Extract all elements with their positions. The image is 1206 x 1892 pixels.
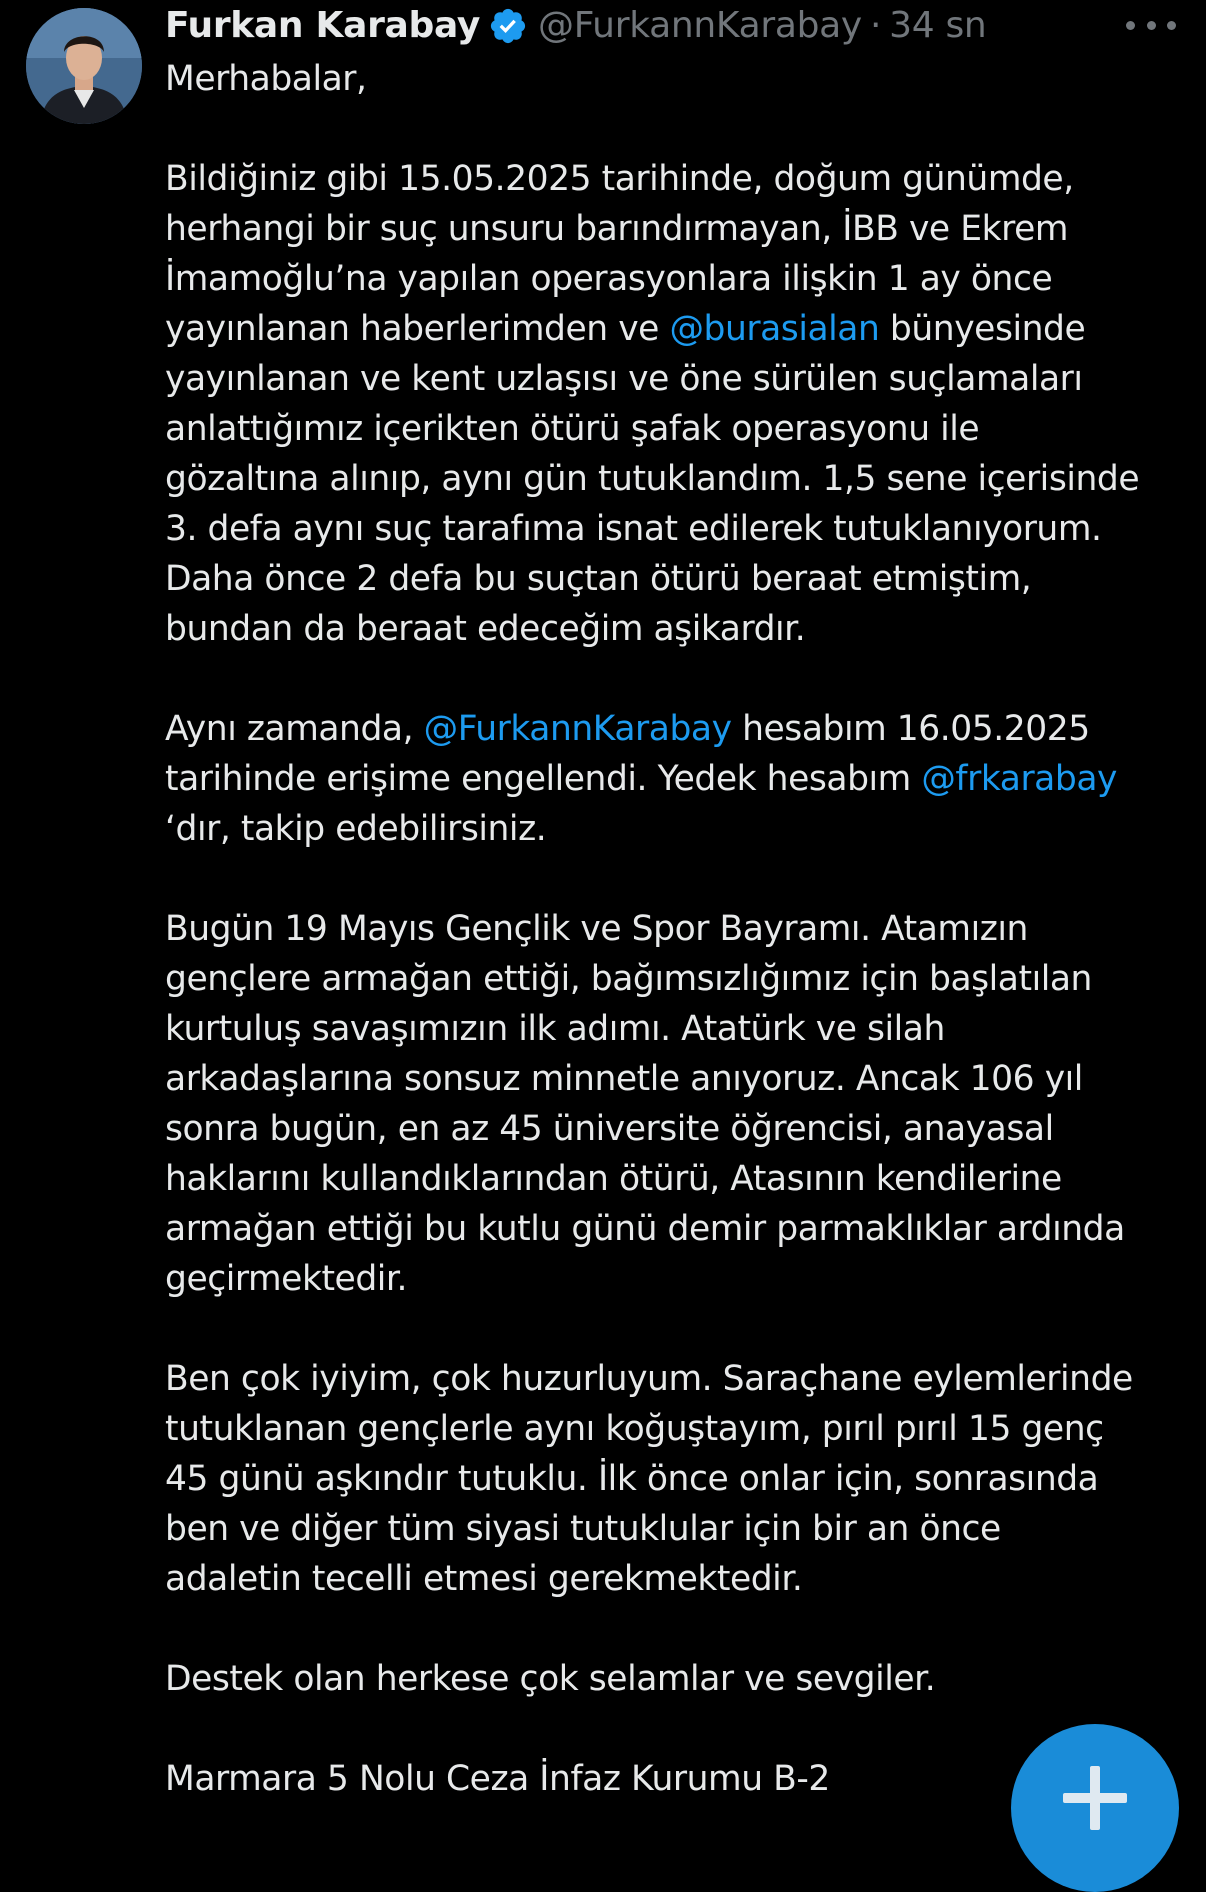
paragraph-break [165, 854, 1193, 904]
tweet-text-segment: gözaltına alınıp, aynı gün tutuklandım. 1,5 sene içerisinde [165, 459, 1140, 499]
mention-link[interactable]: @frkarabay [921, 759, 1117, 799]
tweet-timestamp[interactable]: 34 sn [889, 5, 987, 46]
tweet-line [165, 1054, 1193, 1104]
tweet-line [165, 154, 1193, 204]
paragraph-break [165, 104, 1193, 154]
tweet-text-segment: İmamoğlu’na yapılan operasyonlara ilişkin 1 ay önce [165, 259, 1053, 299]
tweet-text-segment: tutuklanan gençlerle aynı koğuştayım, pırıl pırıl 15 genç [165, 1409, 1104, 1449]
tweet-line [165, 1654, 1193, 1704]
mention-link[interactable]: @burasialan [669, 309, 880, 349]
mention-link[interactable]: @FurkannKarabay [423, 709, 732, 749]
tweet-line [165, 54, 1193, 104]
tweet-text-segment: hesabım 16.05.2025 [731, 709, 1090, 749]
tweet-line [165, 954, 1193, 1004]
tweet-line [165, 1254, 1193, 1304]
tweet-text-segment: yayınlanan haberlerimden ve [165, 309, 670, 349]
tweet-text-segment: ‘dır, takip edebilirsiniz. [165, 809, 547, 849]
tweet-line [165, 554, 1193, 604]
tweet-line [165, 754, 1193, 804]
tweet-text-segment: herhangi bir suç unsuru barındırmayan, İBB ve Ekrem [165, 209, 1069, 249]
author-display-name[interactable]: Furkan Karabay [165, 5, 481, 46]
tweet-line [165, 354, 1193, 404]
tweet-line [165, 604, 1193, 654]
tweet-text-segment: ben ve diğer tüm siyasi tutuklular için bir an önce [165, 1509, 1001, 1549]
tweet-line [165, 254, 1193, 304]
more-dot [1147, 21, 1156, 30]
compose-plus-icon-bar [1063, 1793, 1127, 1803]
tweet-text-segment: geçirmektedir. [165, 1259, 407, 1299]
tweet-line [165, 1204, 1193, 1254]
tweet-text-segment: bundan da beraat edeceğim aşikardır. [165, 609, 806, 649]
tweet-text-segment: sonra bugün, en az 45 üniversite öğrencisi, anayasal [165, 1109, 1054, 1149]
tweet-line [165, 1104, 1193, 1154]
tweet-text-segment: Bildiğiniz gibi 15.05.2025 tarihinde, doğum günümde, [165, 159, 1074, 199]
tweet-text-segment: bünyesinde [879, 309, 1086, 349]
tweet-line [165, 204, 1193, 254]
avatar-image [26, 8, 142, 124]
tweet-line [165, 1354, 1193, 1404]
tweet-text [165, 54, 1193, 1804]
tweet-line [165, 1554, 1193, 1604]
more-dot [1167, 21, 1176, 30]
paragraph-break [165, 1304, 1193, 1354]
tweet-line [165, 804, 1193, 854]
tweet-text-segment: haklarını kullandıklarından ötürü, Atasının kendilerine [165, 1159, 1062, 1199]
tweet-line [165, 904, 1193, 954]
tweet-line [165, 1504, 1193, 1554]
tweet-line [165, 1454, 1193, 1504]
compose-button[interactable] [1011, 1724, 1179, 1892]
tweet-line [165, 304, 1193, 354]
paragraph-break [165, 1604, 1193, 1654]
tweet-line [165, 1154, 1193, 1204]
tweet-text-segment: yayınlanan ve kent uzlaşısı ve öne sürülen suçlamaları [165, 359, 1083, 399]
tweet-text-segment: 3. defa aynı suç tarafıma isnat edilerek tutuklanıyorum. [165, 509, 1102, 549]
tweet-text-segment: Bugün 19 Mayıs Gençlik ve Spor Bayramı. Atamızın [165, 909, 1028, 949]
tweet-text-segment: Marmara 5 Nolu Ceza İnfaz Kurumu B-2 [165, 1759, 830, 1799]
tweet-line [165, 704, 1193, 754]
tweet-text-segment: armağan ettiği bu kutlu günü demir parmaklıklar ardında [165, 1209, 1125, 1249]
author-handle[interactable]: @FurkannKarabay [538, 5, 862, 46]
tweet-text-segment: tarihinde erişime engellendi. Yedek hesabım [165, 759, 922, 799]
verified-badge-icon [488, 6, 528, 46]
tweet-line [165, 504, 1193, 554]
tweet-text-segment: Ben çok iyiyim, çok huzurluyum. Saraçhane eylemlerinde [165, 1359, 1133, 1399]
more-dot [1126, 21, 1135, 30]
paragraph-break [165, 654, 1193, 704]
author-avatar[interactable] [26, 8, 142, 124]
tweet-text-segment: anlattığımız içerikten ötürü şafak operasyonu ile [165, 409, 980, 449]
header-separator: · [869, 5, 882, 46]
tweet-text-segment: Aynı zamanda, [165, 709, 424, 749]
tweet-line [165, 404, 1193, 454]
tweet-text-segment: adaletin tecelli etmesi gerekmektedir. [165, 1559, 803, 1599]
tweet-line [165, 1404, 1193, 1454]
tweet-text-segment: Destek olan herkese çok selamlar ve sevgiler. [165, 1659, 936, 1699]
tweet-line [165, 1004, 1193, 1054]
tweet-line [165, 454, 1193, 504]
tweet-text-segment: Merhabalar, [165, 59, 367, 99]
tweet-text-segment: kurtuluş savaşımızın ilk adımı. Atatürk ve silah [165, 1009, 945, 1049]
tweet-text-segment: arkadaşlarına sonsuz minnetle anıyoruz. Ancak 106 yıl [165, 1059, 1083, 1099]
more-horizontal-icon[interactable] [1126, 10, 1176, 40]
tweet-text-segment: 45 günü aşkındır tutuklu. İlk önce onlar için, sonrasında [165, 1459, 1099, 1499]
tweet-text-segment: gençlere armağan ettiği, bağımsızlığımız için başlatılan [165, 959, 1092, 999]
tweet-header [165, 2, 986, 50]
tweet-text-segment: Daha önce 2 defa bu suçtan ötürü beraat etmiştim, [165, 559, 1032, 599]
